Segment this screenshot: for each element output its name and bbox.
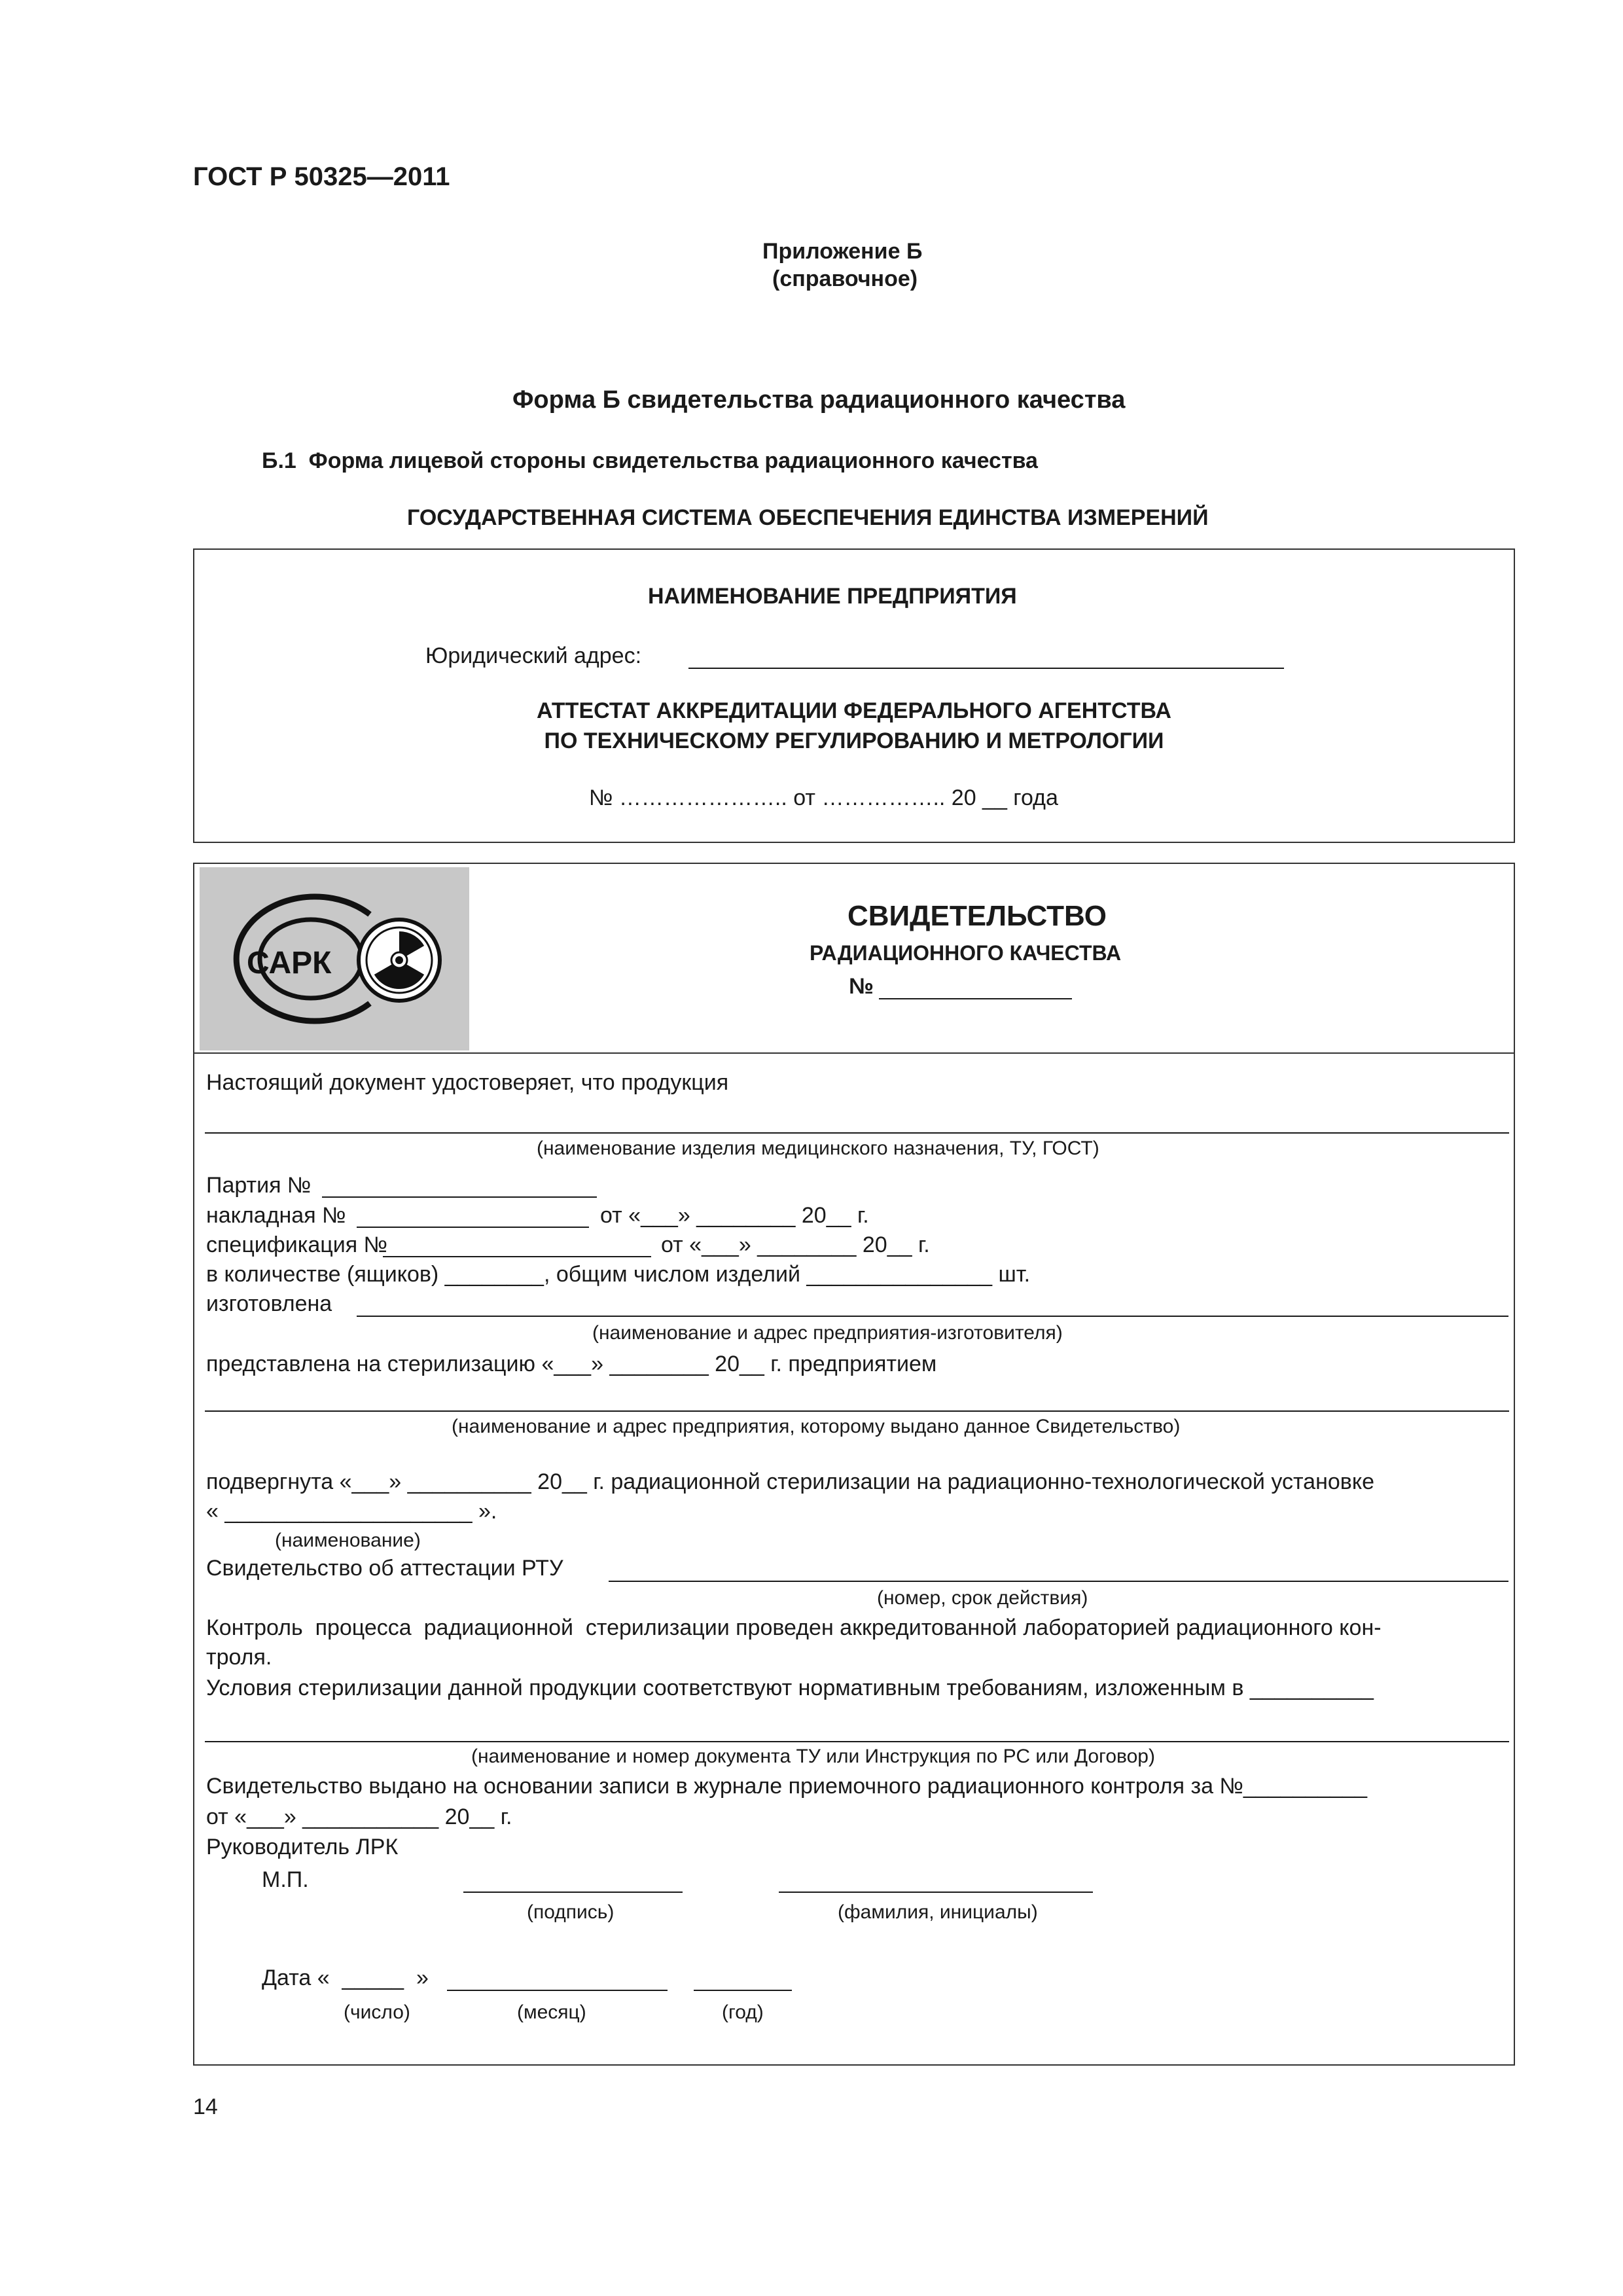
appendix-label: Приложение Б bbox=[762, 239, 923, 264]
certificate-title: СВИДЕТЕЛЬСТВО bbox=[847, 900, 1107, 932]
enterprise-name: НАИМЕНОВАНИЕ ПРЕДПРИЯТИЯ bbox=[648, 584, 1017, 609]
legal-address-line bbox=[688, 668, 1284, 669]
product-line bbox=[205, 1132, 1509, 1134]
accreditation-line-1: АТТЕСТАТ АККРЕДИТАЦИИ ФЕДЕРАЛЬНОГО АГЕНТСТВА bbox=[537, 698, 1171, 723]
batch-line bbox=[322, 1196, 597, 1198]
issued-to-line bbox=[205, 1410, 1509, 1412]
sark-logo bbox=[200, 867, 469, 1050]
month-caption: (месяц) bbox=[517, 2001, 586, 2023]
batch-label: Партия № bbox=[206, 1173, 312, 1198]
spec-label: спецификация № bbox=[206, 1232, 388, 1257]
appendix-note: (справочное) bbox=[772, 266, 918, 291]
accreditation-line-2: ПО ТЕХНИЧЕСКОМУ РЕГУЛИРОВАНИЮ И МЕТРОЛОГИИ bbox=[544, 728, 1164, 753]
control-line-1: Контроль процесса радиационной стерилизации проведен аккредитованной лабораторией радиационного кон- bbox=[206, 1615, 1382, 1640]
month-line bbox=[447, 1990, 668, 1991]
issued-to-caption: (наименование и адрес предприятия, которому выдано данное Свидетельство) bbox=[452, 1416, 1181, 1437]
conditions-line: Условия стерилизации данной продукции соответствуют нормативным требованиям, изложенным в __________ bbox=[206, 1676, 1374, 1700]
certificate-number-label: № bbox=[849, 974, 874, 999]
logo-text: САРК bbox=[247, 946, 332, 980]
rtu-cert-label: Свидетельство об аттестации РТУ bbox=[206, 1556, 563, 1581]
day-caption: (число) bbox=[344, 2001, 410, 2023]
page-number: 14 bbox=[193, 2094, 218, 2119]
certificate-number-line bbox=[879, 998, 1072, 999]
document-caption: (наименование и номер документа ТУ или Инструкция по РС или Договор) bbox=[471, 1746, 1155, 1767]
installation-caption: (наименование) bbox=[275, 1530, 421, 1551]
maker-line bbox=[357, 1316, 1508, 1317]
name-line bbox=[779, 1892, 1093, 1893]
signature-line bbox=[463, 1892, 683, 1893]
subjected-line: подвергнута «___» __________ 20__ г. радиационной стерилизации на радиационно-технологической установке bbox=[206, 1469, 1374, 1494]
standard-code: ГОСТ Р 50325—2011 bbox=[193, 162, 450, 191]
signature-caption: (подпись) bbox=[527, 1901, 615, 1923]
spec-date: от «___» ________ 20__ г. bbox=[661, 1232, 930, 1257]
system-title: ГОСУДАРСТВЕННАЯ СИСТЕМА ОБЕСПЕЧЕНИЯ ЕДИНСТВА ИЗМЕРЕНИЙ bbox=[407, 505, 1209, 530]
year-line bbox=[694, 1990, 792, 1991]
name-caption: (фамилия, инициалы) bbox=[838, 1901, 1038, 1923]
certificate-header-divider bbox=[193, 1052, 1515, 1054]
maker-caption: (наименование и адрес предприятия-изготовителя) bbox=[592, 1322, 1063, 1344]
waybill-line bbox=[357, 1227, 589, 1228]
spec-line bbox=[383, 1256, 651, 1257]
legal-address-label: Юридический адрес: bbox=[425, 643, 642, 668]
year-caption: (год) bbox=[722, 2001, 764, 2023]
date-label: Дата « _____ » bbox=[262, 1965, 429, 1990]
installation-name: « ____________________ ». bbox=[206, 1499, 497, 1524]
section-title: Б.1 Форма лицевой стороны свидетельства радиационного качества bbox=[262, 448, 1038, 473]
submitted-line: представлена на стерилизацию «___» ________ 20__ г. предприятием bbox=[206, 1352, 937, 1376]
document-line bbox=[205, 1741, 1509, 1742]
basis-line: Свидетельство выдано на основании записи в журнале приемочного радиационного контроля за №__________ bbox=[206, 1774, 1368, 1799]
head-label: Руководитель ЛРК bbox=[206, 1835, 399, 1859]
quantity-line: в количестве (ящиков) ________, общим числом изделий _______________ шт. bbox=[206, 1262, 1031, 1287]
basis-date: от «___» ___________ 20__ г. bbox=[206, 1804, 512, 1829]
certificate-subtitle: РАДИАЦИОННОГО КАЧЕСТВА bbox=[810, 941, 1122, 965]
rtu-caption: (номер, срок действия) bbox=[877, 1587, 1088, 1609]
rtu-cert-line bbox=[609, 1581, 1508, 1582]
accreditation-number: № ………………….. от …………….. 20 __ года bbox=[589, 785, 1058, 810]
control-line-2: троля. bbox=[206, 1645, 272, 1670]
waybill-date: от «___» ________ 20__ г. bbox=[600, 1203, 869, 1228]
form-title: Форма Б свидетельства радиационного качества bbox=[512, 386, 1126, 414]
waybill-label: накладная № bbox=[206, 1203, 346, 1228]
seal-label: М.П. bbox=[262, 1867, 309, 1892]
product-caption: (наименование изделия медицинского назначения, ТУ, ГОСТ) bbox=[537, 1138, 1099, 1159]
made-label: изготовлена bbox=[206, 1291, 332, 1316]
intro-text: Настоящий документ удостоверяет, что продукция bbox=[206, 1070, 729, 1095]
